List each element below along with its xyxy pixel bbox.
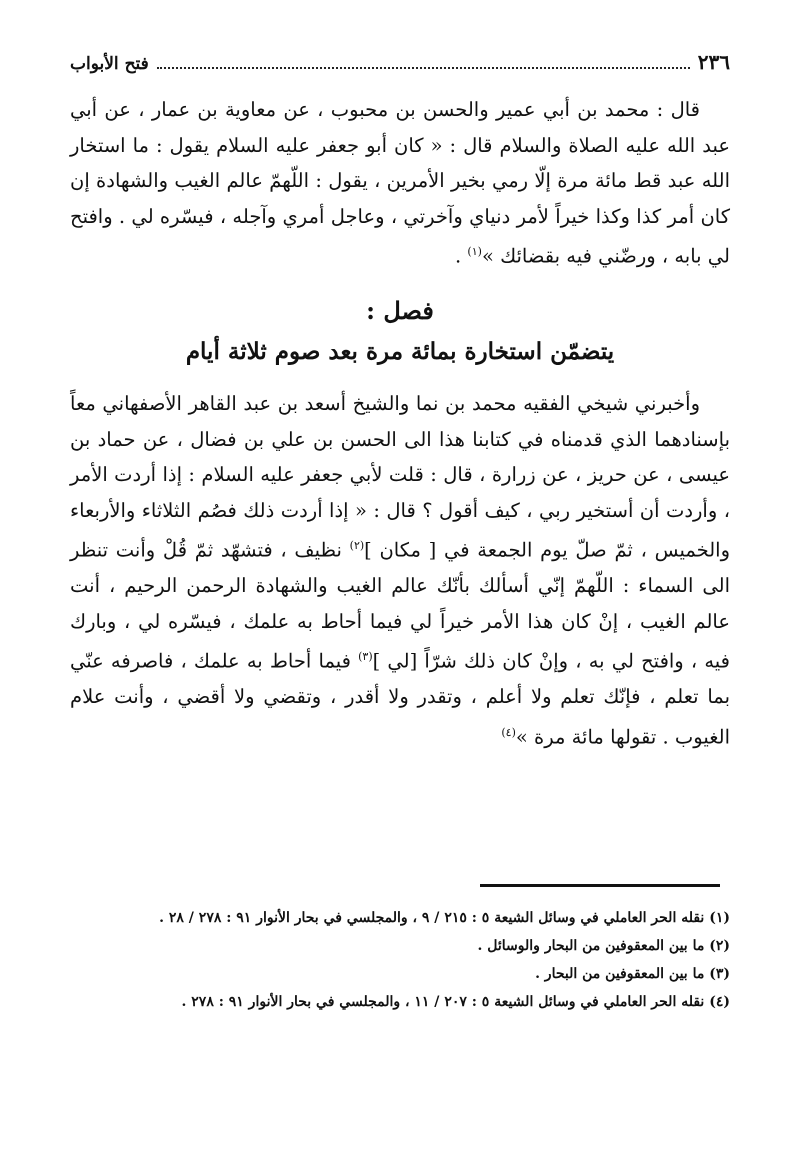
footnote-separator [480, 884, 720, 887]
running-header [70, 50, 730, 84]
footnotes [70, 904, 730, 1016]
paragraph-1-text: قال : محمد بن أبي عمير والحسن بن محبوب ، عن معاوية بن عمار ، عن أبي عبد الله عليه الصلاة والسلام قال : « كان أبو جعفر عليه السلام يقول : ما استخار الله عبد قط مائة مرة إلّا رمي بخير الأمرين ، يقول : اللّهمّ عالم الغيب والشهادة إن كان أمر كذا وكذا خيراً لأمر دنياي وآخرتي ، وعاجل أمري وآجله ، فيسّره لي . وافتح لي بابه ، ورضّني فيه بقضائك » [70, 98, 730, 268]
paragraph-2-part-a: وأخبرني شيخي الفقيه محمد بن نما والشيخ أسعد بن عبد القاهر الأصفهاني معاً بإسنادهما الذي قدمناه في كتابنا هذا الى الحسن بن علي بن فضال ، عن حماد بن عيسى ، عن حريز ، عن زرارة ، قال : قلت لأبي جعفر عليه السلام : إذا أردت الأمر ، وأردت أن أستخير ربي ، كيف أقول ؟ قال : « إذا أردت ذلك فصُم الثلاثاء والأربعاء والخميس ، ثمّ صلّ يوم الجمعة في [ مكان ] [70, 392, 730, 562]
footnote-3: (٣) ما بين المعقوفين من البحار . [535, 966, 730, 982]
page-number: ٢٣٦ [697, 50, 730, 74]
page-body [70, 50, 730, 755]
section-label: فصل : [366, 296, 434, 325]
paragraph-2-part-c: فيما أحاط به علمك ، فاصرفه عنّي بما تعلم ، فإنّك تعلم ولا أعلم ، وتقدر ولا أقدر ، وتقضي ولا أقضي ، وأنت علام الغيوب . تقولها مائة مرة » [70, 649, 730, 748]
footnote-ref-1: (١) [467, 245, 482, 258]
book-title: فتح الأبواب [70, 54, 149, 74]
paragraph-2 [70, 386, 730, 755]
footnote-1: (١) نقله الحر العاملي في وسائل الشيعة ٥ : ٢١٥ / ٩ ، والمجلسي في بحار الأنوار ٩١ : ٢٧٨ / ٢٨ . [159, 910, 730, 926]
header-leader-dots [157, 55, 690, 69]
paragraph-2-part-b: نظيف ، فتشهّد ثمّ قُلْ وأنت تنظر الى السماء : اللّهمّ إنّي أسألك بأنّك عالم الغيب والشهادة الرحمن الرحيم ، أنت عالم الغيب ، إنْ كان هذا الأمر خيراً لي فيما أحاط به علمك ، فيسّره لي ، وبارك فيه ، وافتح لي به ، وإنْ كان ذلك شرّاً [لي ] [70, 538, 730, 673]
footnote-ref-2: (٢) [349, 539, 365, 552]
paragraph-1 [70, 92, 730, 274]
footnote-ref-4: (٤) [501, 725, 516, 739]
footnote-4: (٤) نقله الحر العاملي في وسائل الشيعة ٥ : ٢٠٧ / ١١ ، والمجلسي في بحار الأنوار ٩١ : ٢٧٨ . [181, 994, 730, 1010]
paragraph-1-end: . [455, 244, 468, 268]
footnote-ref-3: (٣) [358, 650, 373, 663]
footnote-2: (٢) ما بين المعقوفين من البحار والوسائل . [477, 938, 730, 954]
section-title: يتضمّن استخارة بمائة مرة بعد صوم ثلاثة أيام [185, 338, 615, 365]
